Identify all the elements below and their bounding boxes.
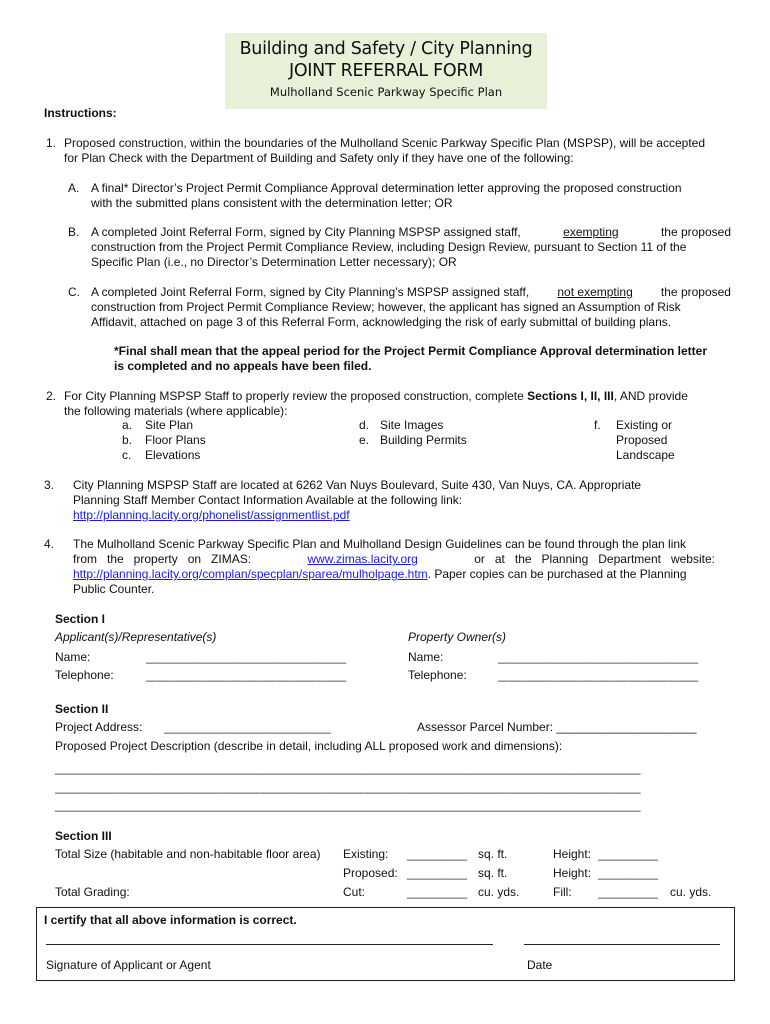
material-landscape [616,418,675,463]
total-size-label: Total Size (habitable and non-habitable floor area) [55,847,321,861]
item4-line1: The Mulholland Scenic Parkway Specific Plan and Mulholland Design Guidelines can be found through the plan link [73,537,687,551]
form-title-line2: JOINT REFERRAL FORM [288,61,484,81]
material-site-images: Site Images [380,418,444,432]
project-address-field[interactable]: _________________________ [164,720,331,734]
total-grading-label: Total Grading: [55,885,130,899]
signature-line[interactable] [46,944,493,945]
item1-text [64,136,734,166]
instructions-label: Instructions: [44,106,117,120]
applicant-name-label: Name: [55,650,91,664]
material-site-plan: Site Plan [145,418,194,432]
form-header [225,33,547,109]
material-floor-plans: Floor Plans [145,433,206,447]
item2-pre: For City Planning MSPSP Staff to properly review the proposed construction, complete [64,389,524,403]
item4-text [73,537,715,597]
material-d-letter: d. [359,418,370,432]
owner-heading: Property Owner(s) [408,630,507,644]
final-note [114,344,734,374]
item4-line3-post: . Paper copies can be purchased at the Planning [427,567,687,581]
proposed-height-field[interactable]: _________ [598,866,659,880]
existing-height-label: Height: [553,847,592,861]
applicant-heading: Applicant(s)/Representative(s) [55,630,217,644]
description-line-2[interactable]: __________________________________________________________________________________________ [55,780,641,794]
cut-unit: cu. yds. [478,885,520,899]
item4-line3 [73,567,715,582]
proposed-height-label: Height: [553,866,592,880]
item2-emphasis: Sections I, II, III [527,389,614,403]
planning-website-link[interactable]: http://planning.lacity.org/complan/specplan/sparea/mulholpage.htm [73,567,428,581]
date-label: Date [527,958,553,972]
item3-text [73,478,733,523]
certification-statement: I certify that all above information is correct. [44,913,297,927]
itemA-letter: A. [68,181,80,195]
item1-line1: Proposed construction, within the boundaries of the Mulholland Scenic Parkway Specific Plan (MSPSP), will be accepted [64,136,705,150]
itemC-emphasis: not exempting [557,285,633,299]
cut-label: Cut: [343,885,366,899]
final-note-line2: is completed and no appeals have been filed. [114,359,372,373]
item4-line2 [73,552,715,567]
item3-line2: Planning Staff Member Contact Information Available at the following link: [73,493,463,507]
description-line-3[interactable]: __________________________________________________________________________________________ [55,798,641,812]
item1-line2: for Plan Check with the Department of Building and Safety only if they have one of the following: [64,151,574,165]
item4-line2-post: or at the Planning Department website: [474,552,715,566]
item4-number: 4. [44,537,55,551]
item4-line4: Public Counter. [73,582,155,596]
itemB-line3: Specific Plan (i.e., no Director’s Determination Letter necessary); OR [91,255,457,269]
material-f-line2: Proposed [616,433,668,447]
material-b-letter: b. [122,433,133,447]
itemB-line2: construction from the Project Permit Compliance Review, including Design Review, pursuant to Section 11 of the [91,240,687,254]
itemC-line3: Affidavit, attached on page 3 of this Referral Form, acknowledging the risk of early submittal of building plans. [91,315,672,329]
itemA-text [91,181,731,211]
item2-line2: the following materials (where applicable): [64,404,288,418]
owner-name-label: Name: [408,650,444,664]
item4-line2-pre: from the property on ZIMAS: [73,552,252,566]
fill-field[interactable]: _________ [598,885,659,899]
date-line[interactable] [524,944,720,945]
owner-name-field[interactable]: ______________________________ [498,650,699,664]
material-building-permits: Building Permits [380,433,467,447]
applicant-telephone-label: Telephone: [55,668,114,682]
item1-number: 1. [46,136,57,150]
item2-number: 2. [46,389,57,403]
material-a-letter: a. [122,418,133,432]
item2-line1 [64,389,734,404]
itemC-line1 [91,285,731,300]
assignment-list-link[interactable]: http://planning.lacity.org/phonelist/assignmentlist.pdf [73,508,350,522]
itemB-letter: B. [68,225,80,239]
itemB-pre: A completed Joint Referral Form, signed by City Planning MSPSP assigned staff, [91,225,521,239]
section1-title: Section I [55,612,106,626]
existing-sqft-unit: sq. ft. [478,847,508,861]
existing-label: Existing: [343,847,389,861]
final-note-line1: *Final shall mean that the appeal period for the Project Permit Compliance Approval determination letter [114,344,708,358]
material-f-line3: Landscape [616,448,675,462]
signature-label: Signature of Applicant or Agent [46,958,211,972]
owner-telephone-field[interactable]: ______________________________ [498,668,699,682]
proposed-sqft-unit: sq. ft. [478,866,508,880]
zimas-link[interactable]: www.zimas.lacity.org [307,552,418,566]
item3-line1: City Planning MSPSP Staff are located at 6262 Van Nuys Boulevard, Suite 430, Van Nuys, CA. Appropriate [73,478,642,492]
applicant-telephone-field[interactable]: ______________________________ [146,668,347,682]
owner-telephone-label: Telephone: [408,668,467,682]
material-elevations: Elevations [145,448,201,462]
itemB-line1 [91,225,731,240]
fill-label: Fill: [553,885,572,899]
itemB-emphasis: exempting [563,225,619,239]
item2-text [64,389,734,419]
description-line-1[interactable]: __________________________________________________________________________________________ [55,761,641,775]
material-f-letter: f. [594,418,601,432]
itemC-text [91,285,731,330]
apn-field[interactable]: Assessor Parcel Number: _____________________ [417,720,697,734]
proposed-sqft-field[interactable]: _________ [407,866,468,880]
applicant-name-field[interactable]: ______________________________ [146,650,347,664]
itemC-letter: C. [68,285,80,299]
fill-unit: cu. yds. [670,885,712,899]
section3-title: Section III [55,829,112,843]
existing-height-field[interactable]: _________ [598,847,659,861]
existing-sqft-field[interactable]: _________ [407,847,468,861]
itemC-post: the proposed [660,285,731,299]
item2-post: , AND provide [613,389,688,403]
itemB-post: the proposed [660,225,731,239]
form-title-line1: Building and Safety / City Planning [239,39,533,59]
itemC-pre: A completed Joint Referral Form, signed by City Planning’s MSPSP assigned staff, [91,285,530,299]
material-e-letter: e. [359,433,370,447]
project-address-label: Project Address: [55,720,143,734]
material-c-letter: c. [122,448,132,462]
cut-field[interactable]: _________ [407,885,468,899]
itemB-text [91,225,731,270]
itemA-line2: with the submitted plans consistent with the determination letter; OR [91,196,453,210]
material-f-line1: Existing or [616,418,673,432]
itemC-line2: construction from Project Permit Compliance Review; however, the applicant has signed an Assumption of Risk [91,300,681,314]
proposed-label: Proposed: [343,866,398,880]
item3-number: 3. [44,478,55,492]
section2-title: Section II [55,702,109,716]
itemA-line1: A final* Director’s Project Permit Compliance Approval determination letter approving the proposed construction [91,181,682,195]
form-subtitle: Mulholland Scenic Parkway Specific Plan [269,85,503,99]
description-label: Proposed Project Description (describe in detail, including ALL proposed work and dimensions): [55,739,563,753]
